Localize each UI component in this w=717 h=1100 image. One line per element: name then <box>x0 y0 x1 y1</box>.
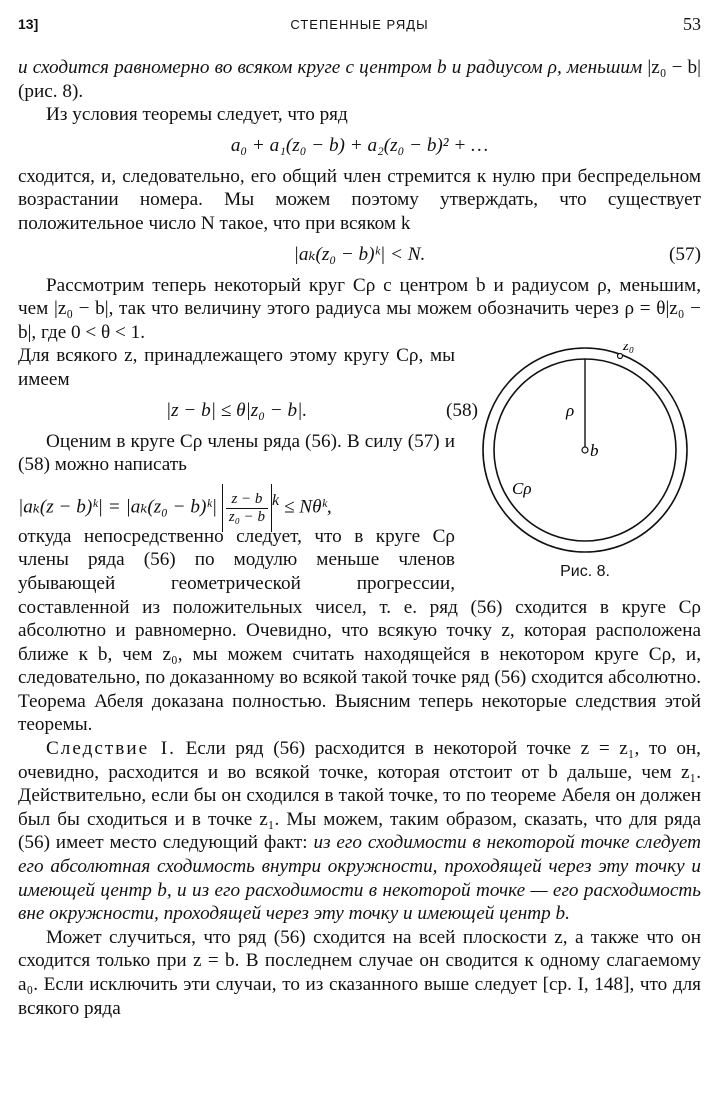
running-title: СТЕПЕННЫЕ РЯДЫ <box>290 17 429 32</box>
label-c-rho: Cρ <box>512 479 532 499</box>
corollary-italic: из его сходимости в некоторой точке следует его абсолютная сходимость внутри окружности, проходящей через эту точку и имеющей центр b, и из его расходимости в некоторой точке — его расходимость вне окружности, проходящей через эту точку и имеющей центр b. <box>18 832 702 925</box>
equation-57 <box>18 236 701 274</box>
paragraph-4: Оценим в круге Cρ члены ряда (56). В силу (57) и (58) можно написать <box>18 430 455 476</box>
equation-57-number: (57) <box>669 243 701 265</box>
corollary-label: Следствие I. <box>46 738 176 760</box>
intro-tail: |z₀ − b| (рис. 8). <box>18 57 701 102</box>
label-b: b <box>590 441 599 461</box>
figure-caption: Рис. 8. <box>560 563 610 581</box>
paragraph-2: сходится, и, следовательно, его общий член стремится к нулю при беспредельном возрастании номера. Мы можем поэтому утверждать, что существует положительное число N такое, что при всяком k <box>18 165 701 234</box>
paragraph-6 <box>18 737 701 926</box>
equation-series <box>18 127 701 165</box>
paragraph-1: Из условия теоремы следует, что ряд <box>46 104 348 126</box>
fraction-power: k <box>272 491 280 509</box>
page-header <box>18 14 701 38</box>
fraction-numerator: z − b <box>226 491 268 509</box>
fraction-abs <box>222 484 272 532</box>
center-point <box>582 447 588 453</box>
corollary-text: Если ряд (56) расходится в некоторой точке z = z₁, то он, очевидно, расходится и во всякой точке, которая отстоит от b дальше, чем z₁. Действительно, если бы он сходился в такой точке, то по теореме Абеля он должен был бы сходиться и в точке z₁. Мы можем, таким образом, сказать, что для ряда (56) имеет место следующий факт: <box>18 738 701 854</box>
equation-57-formula: |aₖ(z₀ − b)ᵏ| < N. <box>293 243 426 265</box>
figure-8 <box>469 344 701 582</box>
intro-italic: и сходится равномерно во всяком круге с центром b и радиусом ρ, меньшим <box>18 57 643 78</box>
fraction-denominator: z₀ − b <box>228 508 266 525</box>
paragraph-7: Может случиться, что ряд (56) сходится на всей плоскости z, а также что он сходится только при z = b. В последнем случае он сводится к одному слагаемому a₀. Если исключить эти случаи, то из сказанного выше следует [ср. I, 148], что для всякого ряда <box>18 926 701 1019</box>
point-z0 <box>618 354 623 359</box>
paragraph-3-rest: Для всякого z, принадлежащего этому кругу Cρ, мы имеем <box>18 345 455 390</box>
intro-paragraph <box>18 56 701 103</box>
section-number: 13] <box>18 16 39 32</box>
estimate-left: |aₖ(z − b)ᵏ| = |aₖ(z₀ − b)ᵏ| <box>18 496 218 518</box>
fraction <box>226 491 268 526</box>
equation-58-number: (58) <box>446 399 478 421</box>
equation-58-formula: |z − b| ≤ θ|z₀ − b|. <box>165 399 308 421</box>
label-rho: ρ <box>566 401 575 421</box>
estimate-right: ≤ Nθᵏ, <box>283 496 332 518</box>
paragraph-3-lead: Рассмотрим теперь некоторый круг Cρ с центром b и радиусом ρ, меньшим, чем |z₀ − b|, так что величину этого радиуса мы можем обозначить через ρ = θ|z₀ − b|, где 0 < θ < 1. <box>18 274 701 343</box>
label-z0: z₀ <box>623 344 635 355</box>
page-body <box>18 56 701 1020</box>
equation-58 <box>18 392 478 430</box>
equation-series-formula: a₀ + a₁(z₀ − b) + a₂(z₀ − b)² + … <box>230 134 489 156</box>
paragraph-5: откуда непосредственно следует, что в круге Cρ члены ряда (56) по модулю меньше членов убывающей геометрической прогрессии, составленной из положительных чисел, т. е. ряд (56) сходится в круге Cρ абсолютно и равномерно. Очевидно, что всякую точку z, которая расположена ближе к b, чем z₀, мы можем считать находящейся в некотором круге Cρ, и, следовательно, по доказанному во всякой такой точке ряд (56) сходится абсолютно. Теорема Абеля доказана полностью. Выясним теперь некоторые следствия этой теоремы. <box>18 525 701 736</box>
equation-estimate <box>18 477 701 525</box>
page-number: 53 <box>683 14 701 34</box>
